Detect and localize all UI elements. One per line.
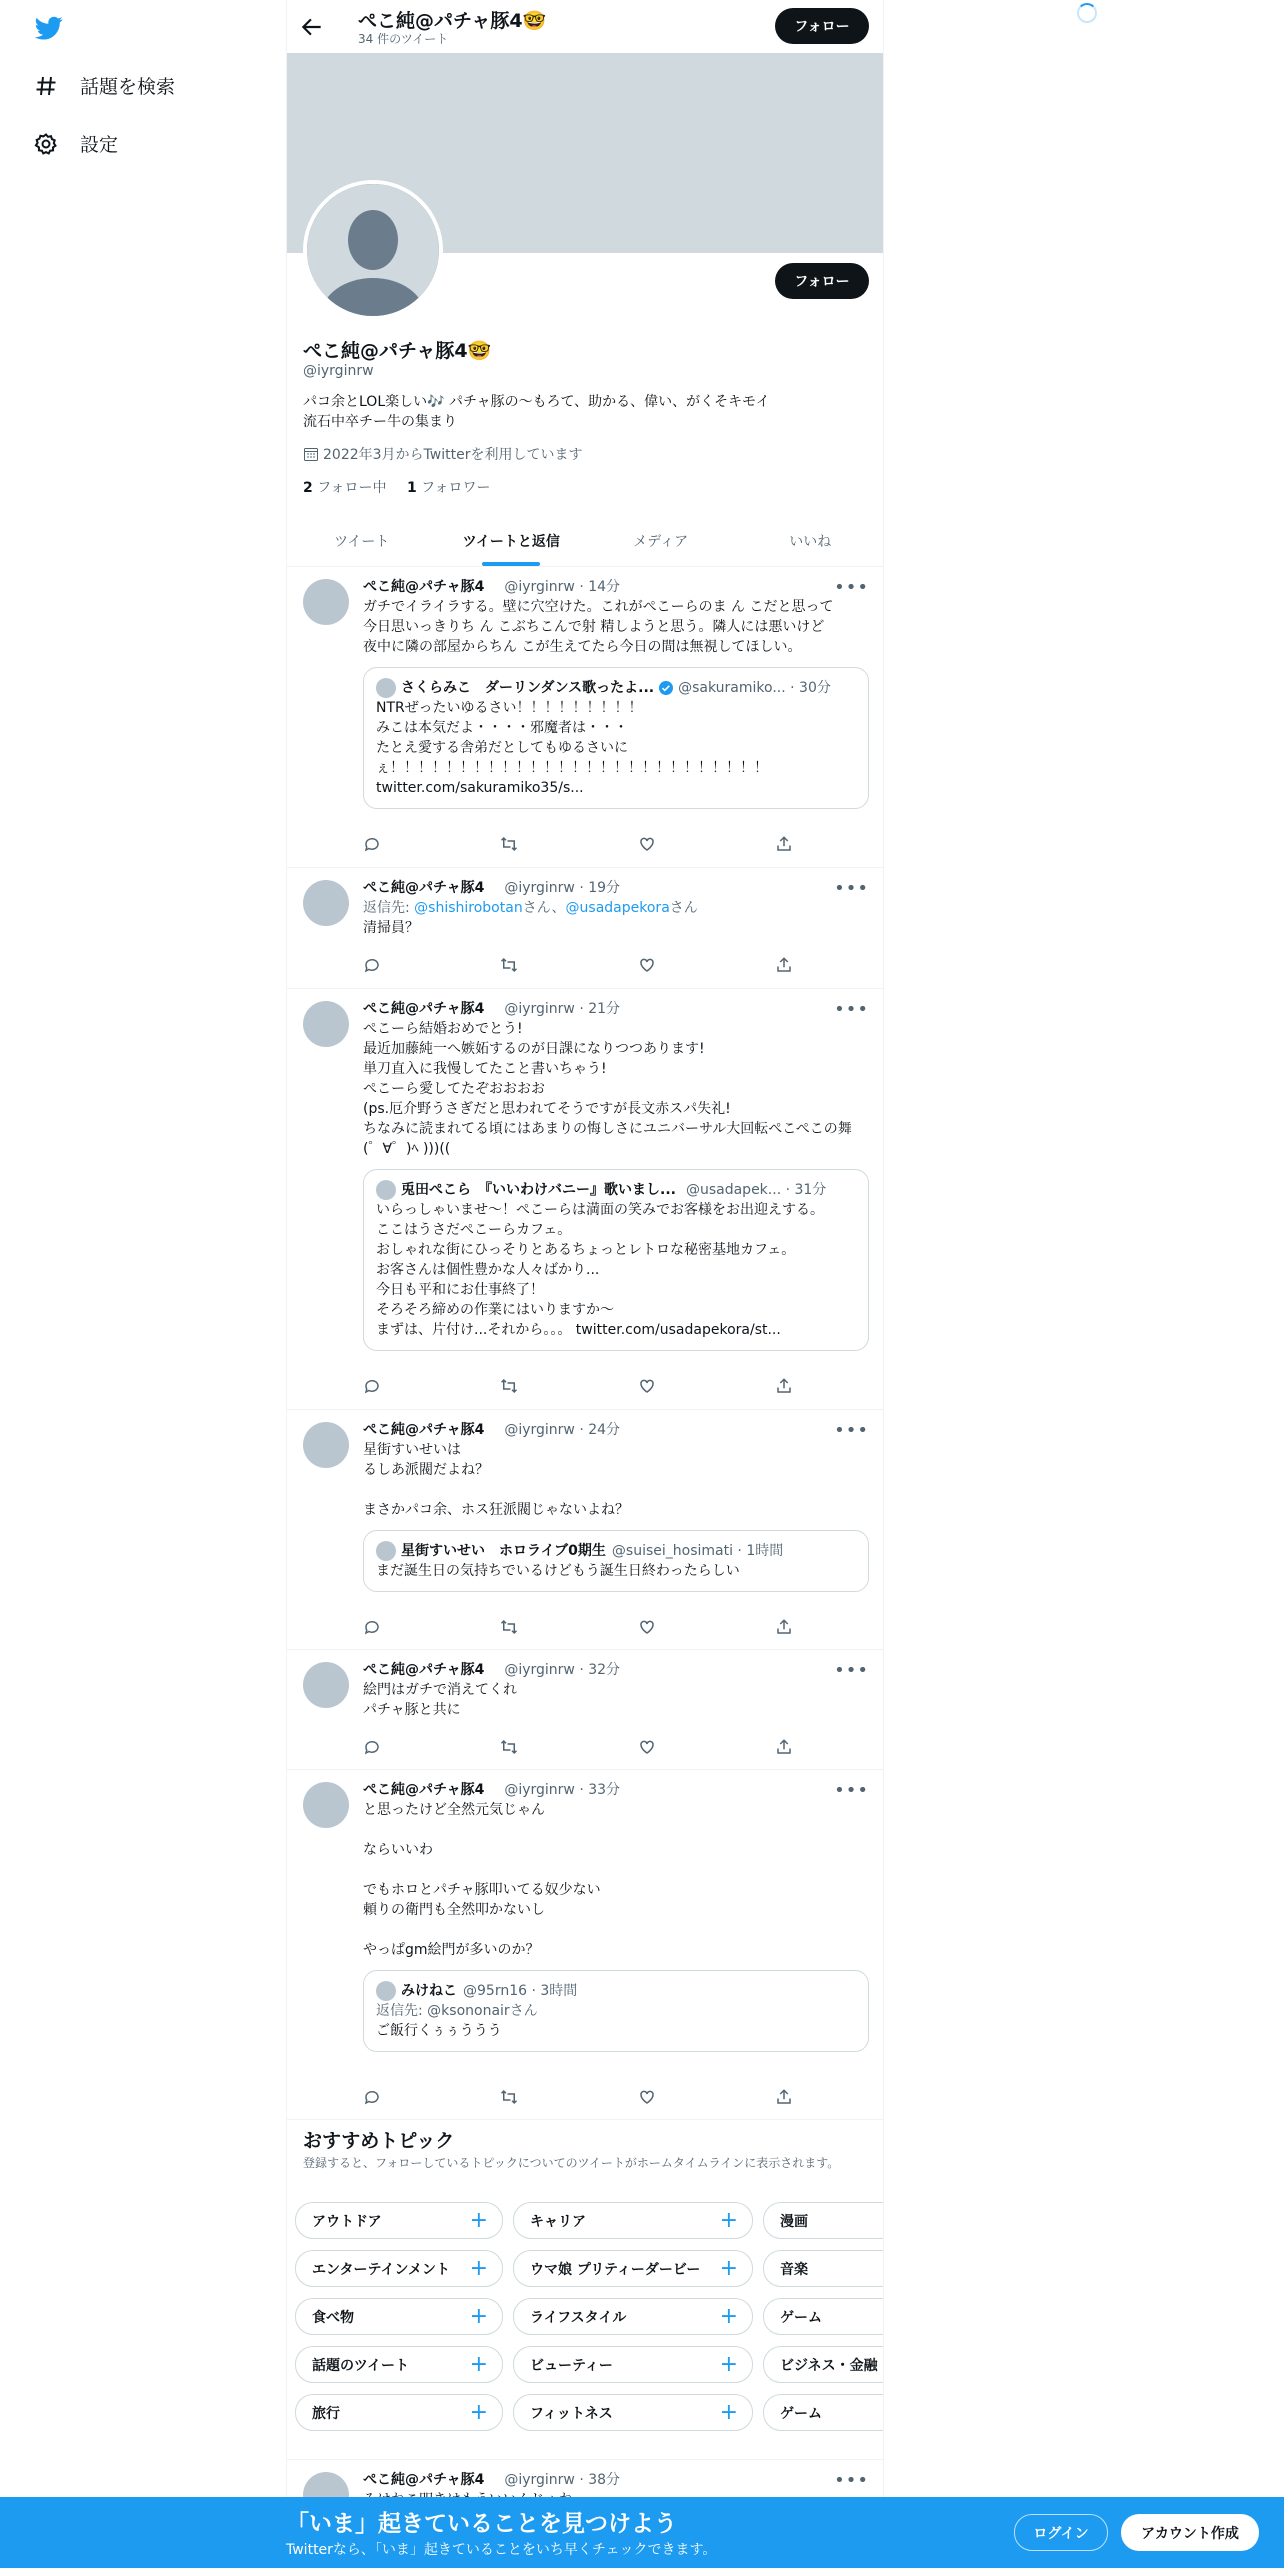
reply-prefix: 返信先: bbox=[376, 2003, 428, 2019]
share-icon[interactable] bbox=[775, 835, 793, 853]
header-follow-button[interactable]: フォロー bbox=[775, 8, 869, 44]
tweet-author-name[interactable]: ぺこ純@パチャ豚4 bbox=[363, 880, 485, 896]
tweet-text: と思ったけど全然元気じゃん ならいいわ でもホロとパチャ豚叩いてる奴少ない 頼りの衛門も全然叩かないし やっぱgm絵門が多いのか？ bbox=[363, 1802, 601, 1958]
joined-label: 2022年3月からTwitterを利用しています bbox=[323, 447, 583, 463]
plus-icon: + bbox=[469, 2400, 488, 2425]
tweet[interactable] bbox=[287, 567, 884, 868]
topic-chip[interactable] bbox=[763, 2394, 884, 2431]
following-label: フォロー中 bbox=[317, 480, 387, 496]
tweet-header bbox=[363, 878, 869, 898]
profile-name: ぺこ純@パチャ豚4🤓 bbox=[303, 340, 492, 362]
topic-chip[interactable] bbox=[513, 2394, 753, 2431]
profile-handle: @iyrginrw bbox=[303, 363, 374, 379]
quote-text: ご飯行くぅぅううう bbox=[376, 2023, 502, 2039]
nav-settings[interactable] bbox=[34, 130, 118, 157]
following-link[interactable] bbox=[303, 480, 387, 496]
header-tweet-count: 34 件のツイート bbox=[358, 32, 449, 46]
like-icon[interactable] bbox=[638, 956, 656, 974]
tweet-avatar[interactable] bbox=[303, 1001, 349, 1047]
quote-avatar bbox=[376, 1981, 396, 2001]
tweet[interactable] bbox=[287, 989, 884, 1410]
verified-badge-icon bbox=[658, 680, 674, 696]
more-options-icon[interactable]: ••• bbox=[834, 2470, 869, 2491]
quote-avatar bbox=[376, 678, 396, 698]
nav-explore[interactable] bbox=[34, 72, 175, 99]
reply-icon[interactable] bbox=[363, 1377, 381, 1395]
plus-icon: + bbox=[719, 2352, 738, 2377]
quoted-tweet[interactable] bbox=[363, 1530, 869, 1592]
tweet-meta: @iyrginrw · 32分 bbox=[504, 1662, 621, 1678]
tweet-author-name[interactable]: ぺこ純@パチャ豚4 bbox=[363, 2472, 485, 2488]
twitter-bird-icon[interactable] bbox=[34, 14, 64, 42]
topic-chip[interactable] bbox=[295, 2298, 503, 2335]
topic-label: ビューティー bbox=[530, 2357, 613, 2374]
topic-chip[interactable] bbox=[295, 2250, 503, 2287]
default-avatar-icon bbox=[307, 184, 439, 316]
quote-text: NTRぜったいゆるさい！！！！！！！！！ みこは本気だよ・・・・邪魔者は・・・ たとえ愛する舎弟だとしてもゆるさいにぇ！！！！！！！！！！！！！！！！！！！！！！！！！！！ twitter.com/sakuramiko35/s... bbox=[376, 700, 768, 796]
login-button[interactable]: ログイン bbox=[1014, 2514, 1108, 2551]
topic-chip[interactable] bbox=[295, 2202, 503, 2239]
quote-header bbox=[376, 1541, 856, 1561]
profile-joined bbox=[303, 444, 582, 464]
reply-icon[interactable] bbox=[363, 956, 381, 974]
share-icon[interactable] bbox=[775, 1377, 793, 1395]
quote-header bbox=[376, 1981, 856, 2001]
followers-label: フォロワー bbox=[421, 480, 491, 496]
more-options-icon[interactable]: ••• bbox=[834, 1780, 869, 1801]
topics-title: おすすめトピック bbox=[303, 2130, 455, 2152]
quote-header bbox=[376, 1180, 856, 1200]
quote-reply-to bbox=[376, 2001, 856, 2021]
quote-author-name: 星街すいせい ホロライブ0期生 bbox=[401, 1543, 606, 1559]
more-options-icon[interactable]: ••• bbox=[834, 878, 869, 899]
followers-link[interactable] bbox=[407, 480, 491, 496]
quote-avatar bbox=[376, 1180, 396, 1200]
plus-icon: + bbox=[719, 2400, 738, 2425]
topic-label: フィットネス bbox=[530, 2405, 613, 2422]
reply-user-link[interactable]: @usadapekora bbox=[565, 900, 670, 916]
topic-label: ゲーム bbox=[780, 2405, 822, 2422]
tweet-text: 清掃員？ bbox=[363, 920, 419, 936]
tab-likes[interactable]: いいね bbox=[789, 533, 832, 550]
tab-tweets-and-replies[interactable]: ツイートと返信 bbox=[437, 515, 587, 566]
tweet-author-name[interactable]: ぺこ純@パチャ豚4 bbox=[363, 1001, 485, 1017]
quote-header bbox=[376, 678, 856, 698]
tweet-header bbox=[363, 577, 869, 597]
back-arrow-icon[interactable] bbox=[299, 14, 325, 40]
reply-suffix: さん bbox=[669, 900, 698, 916]
topic-chip[interactable] bbox=[763, 2250, 884, 2287]
tweet[interactable] bbox=[287, 868, 884, 989]
retweet-icon[interactable] bbox=[500, 1377, 518, 1395]
topic-chip[interactable] bbox=[295, 2346, 503, 2383]
profile-bio bbox=[303, 392, 770, 432]
tweet-text: ガチでイライラする。壁に穴空けた。これがぺこーらのま ん こだと思って 今日思いっきりち ん こぶちこんで射 精しようと思う。隣人には悪いけど 夜中に隣の部屋からちん こが生えてたら今日の間は無視してほしい。 bbox=[363, 599, 834, 655]
tweet-header bbox=[363, 1780, 869, 1800]
nav-explore-label: 話題を検索 bbox=[80, 76, 176, 98]
follow-stats bbox=[303, 477, 490, 497]
tab-media[interactable]: メディア bbox=[633, 533, 689, 550]
reply-user: @ksononair bbox=[427, 2003, 510, 2019]
topic-chip[interactable] bbox=[763, 2298, 884, 2335]
tweet-avatar[interactable] bbox=[303, 1782, 349, 1828]
like-icon[interactable] bbox=[638, 1618, 656, 1636]
quote-avatar bbox=[376, 1541, 396, 1561]
quote-author-name: さくらみこ ダーリンダンス歌ったよ... bbox=[401, 680, 655, 696]
reply-user-link[interactable]: @shishirobotan bbox=[414, 900, 523, 916]
topics-subtitle: 登録すると、フォローしているトピックについてのツイートがホームタイムラインに表示されます。 bbox=[303, 2156, 840, 2170]
tweet-header bbox=[363, 999, 869, 1019]
profile-column bbox=[286, 0, 884, 2568]
recommended-topics bbox=[287, 2120, 884, 2460]
tweet-meta: @iyrginrw · 38分 bbox=[504, 2472, 621, 2488]
more-options-icon[interactable]: ••• bbox=[834, 1420, 869, 1441]
quote-meta: @suisei_hosimati · 1時間 bbox=[611, 1543, 784, 1559]
like-icon[interactable] bbox=[638, 2088, 656, 2106]
share-icon[interactable] bbox=[775, 956, 793, 974]
quoted-tweet[interactable] bbox=[363, 1970, 869, 2052]
tweet-actions bbox=[363, 2088, 793, 2106]
plus-icon: + bbox=[469, 2304, 488, 2329]
more-options-icon[interactable]: ••• bbox=[834, 1660, 869, 1681]
quote-author-name: 兎田ぺこら 『いいわけバニー』歌いまし... bbox=[401, 1182, 676, 1198]
reply-icon[interactable] bbox=[363, 2088, 381, 2106]
tweet-actions bbox=[363, 835, 793, 853]
topic-label: ビジネス・金融 bbox=[780, 2357, 878, 2374]
tweet-text: 絵門はガチで消えてくれ パチャ豚と共に bbox=[363, 1682, 517, 1718]
like-icon[interactable] bbox=[638, 1377, 656, 1395]
quote-meta: @sakuramiko... · 30分 bbox=[678, 680, 831, 696]
topic-label: キャリア bbox=[530, 2213, 586, 2230]
tweet-header bbox=[363, 1420, 869, 1440]
left-navigation bbox=[0, 0, 286, 2568]
quoted-tweet[interactable] bbox=[363, 667, 869, 809]
plus-icon: + bbox=[719, 2256, 738, 2281]
tweet-text: 星街すいせいは るしあ派閥だよね？ まさかパコ余、ホス狂派閥じゃないよね？ bbox=[363, 1442, 629, 1518]
retweet-icon[interactable] bbox=[500, 1618, 518, 1636]
retweet-icon[interactable] bbox=[500, 835, 518, 853]
reply-mid: さん、 bbox=[522, 900, 566, 916]
topic-label: 漫画 bbox=[780, 2213, 808, 2230]
reply-prefix: 返信先: bbox=[363, 900, 415, 916]
reply-suffix: さん bbox=[509, 2003, 538, 2019]
profile-header-bar bbox=[287, 0, 884, 53]
topic-label: 話題のツイート bbox=[312, 2357, 410, 2374]
followers-count: 1 bbox=[406, 480, 417, 496]
reply-icon[interactable] bbox=[363, 1618, 381, 1636]
signup-banner bbox=[0, 2497, 1284, 2568]
loading-spinner-icon bbox=[1077, 3, 1097, 23]
topic-label: 音楽 bbox=[780, 2261, 808, 2278]
like-icon[interactable] bbox=[638, 1738, 656, 1756]
share-icon[interactable] bbox=[775, 2088, 793, 2106]
share-icon[interactable] bbox=[775, 1738, 793, 1756]
topic-label: ライフスタイル bbox=[530, 2309, 627, 2326]
tweet[interactable] bbox=[287, 1410, 884, 1650]
tweet[interactable] bbox=[287, 1650, 884, 1770]
topic-chip[interactable] bbox=[763, 2346, 884, 2383]
nav-settings-label: 設定 bbox=[80, 134, 119, 156]
tweet-avatar[interactable] bbox=[303, 579, 349, 625]
tweet-author-name[interactable]: ぺこ純@パチャ豚4 bbox=[363, 1782, 485, 1798]
quote-text: まだ誕生日の気持ちでいるけどもう誕生日終わったらしい bbox=[376, 1563, 740, 1579]
topic-label: ウマ娘 プリティーダービー bbox=[530, 2261, 701, 2278]
quote-text: いらっしゃいませ～！ぺこーらは満面の笑みでお客様をお出迎えする。 ここはうさだぺこーらカフェ。 おしゃれな街にひっそりとあるちょっとレトロな秘密基地カフェ。 お客さんは個性豊かな人々ばかり... 今日も平和にお仕事終了！ そろそろ締めの作業にはいりますか～ まずは、片付け...それから。。。 twitter.com/usadapekora/st... bbox=[376, 1202, 824, 1338]
quote-meta: @usadapek... · 31分 bbox=[685, 1182, 827, 1198]
tweet-actions bbox=[363, 1738, 793, 1756]
reply-to-line bbox=[363, 898, 869, 918]
quoted-tweet[interactable] bbox=[363, 1169, 869, 1351]
plus-icon: + bbox=[469, 2256, 488, 2281]
topic-label: 旅行 bbox=[312, 2405, 340, 2422]
tweet-actions bbox=[363, 1618, 793, 1636]
profile-avatar[interactable] bbox=[303, 180, 443, 320]
gear-icon bbox=[34, 132, 58, 156]
tweet-avatar[interactable] bbox=[303, 880, 349, 926]
bio-line: パコ余とLOL楽しい🎶 パチャ豚の〜もろて、助かる、偉い、がくそキモイ bbox=[303, 394, 770, 410]
tweet-author-name[interactable]: ぺこ純@パチャ豚4 bbox=[363, 579, 485, 595]
signup-banner-title: 「いま」起きていることを見つけよう bbox=[286, 2511, 677, 2537]
tweet-text: ぺこーら結婚おめでとう! 最近加藤純一へ嫉妬するのが日課になりつつあります! 単刀直入に我慢してたこと書いちゃう! ぺこーら愛してたぞおおおお (ps.厄介野うさぎだと思われてそうですが長文赤スパ失礼! ちなみに読まれてる頃にはあまりの悔しさにユニバーサル大回転ぺこぺこの舞(゜∀゜)ﾍ )))(( bbox=[363, 1021, 852, 1157]
tweet-actions bbox=[363, 956, 793, 974]
share-icon[interactable] bbox=[775, 1618, 793, 1636]
topic-chip[interactable] bbox=[295, 2394, 503, 2431]
topic-chip[interactable] bbox=[763, 2202, 884, 2239]
plus-icon: + bbox=[469, 2352, 488, 2377]
tweet-header bbox=[363, 2470, 869, 2490]
quote-author-name: みけねこ bbox=[401, 1983, 457, 1999]
retweet-icon[interactable] bbox=[500, 2088, 518, 2106]
topic-chip[interactable] bbox=[513, 2346, 753, 2383]
plus-icon: + bbox=[719, 2304, 738, 2329]
header-profile-name: ぺこ純@パチャ豚4🤓 bbox=[358, 10, 547, 32]
hashtag-icon bbox=[34, 74, 58, 98]
tweet-meta: @iyrginrw · 33分 bbox=[504, 1782, 621, 1798]
retweet-icon[interactable] bbox=[500, 956, 518, 974]
quote-meta: @95rn16 · 3時間 bbox=[463, 1983, 578, 1999]
topic-label: ゲーム bbox=[780, 2309, 822, 2326]
reply-icon[interactable] bbox=[363, 835, 381, 853]
tweet-header bbox=[363, 1660, 869, 1680]
tweet-author-name[interactable]: ぺこ純@パチャ豚4 bbox=[363, 1662, 485, 1678]
reply-icon[interactable] bbox=[363, 1738, 381, 1756]
tweet-author-name[interactable]: ぺこ純@パチャ豚4 bbox=[363, 1422, 485, 1438]
tweet-meta: @iyrginrw · 24分 bbox=[504, 1422, 621, 1438]
plus-icon: + bbox=[469, 2208, 488, 2233]
tweet-avatar[interactable] bbox=[303, 1662, 349, 1708]
more-options-icon[interactable]: ••• bbox=[834, 999, 869, 1020]
topic-chip[interactable] bbox=[513, 2298, 753, 2335]
tweet[interactable] bbox=[287, 1770, 884, 2120]
tweet-meta: @iyrginrw · 21分 bbox=[504, 1001, 621, 1017]
following-count: 2 bbox=[303, 480, 313, 496]
profile-follow-button[interactable]: フォロー bbox=[775, 263, 869, 299]
bio-line: 流石中卒チー牛の集まり bbox=[303, 414, 457, 430]
calendar-icon bbox=[303, 446, 319, 462]
topic-chip[interactable] bbox=[513, 2250, 753, 2287]
signup-banner-subtitle: Twitterなら、「いま」起きていることをいち早くチェックできます。 bbox=[286, 2542, 717, 2558]
tweet-actions bbox=[363, 1377, 793, 1395]
like-icon[interactable] bbox=[638, 835, 656, 853]
topic-label: 食べ物 bbox=[312, 2309, 354, 2326]
topic-chip[interactable] bbox=[513, 2202, 753, 2239]
signup-button[interactable]: アカウント作成 bbox=[1121, 2514, 1259, 2551]
tweet-avatar[interactable] bbox=[303, 1422, 349, 1468]
plus-icon: + bbox=[719, 2208, 738, 2233]
more-options-icon[interactable]: ••• bbox=[834, 577, 869, 598]
tweet-meta: @iyrginrw · 14分 bbox=[504, 579, 621, 595]
topic-label: エンターテインメント bbox=[312, 2261, 451, 2278]
topic-label: アウトドア bbox=[312, 2213, 382, 2230]
tweet-meta: @iyrginrw · 19分 bbox=[504, 880, 621, 896]
tab-tweets[interactable]: ツイート bbox=[334, 533, 390, 550]
retweet-icon[interactable] bbox=[500, 1738, 518, 1756]
profile-tabs bbox=[287, 515, 884, 567]
